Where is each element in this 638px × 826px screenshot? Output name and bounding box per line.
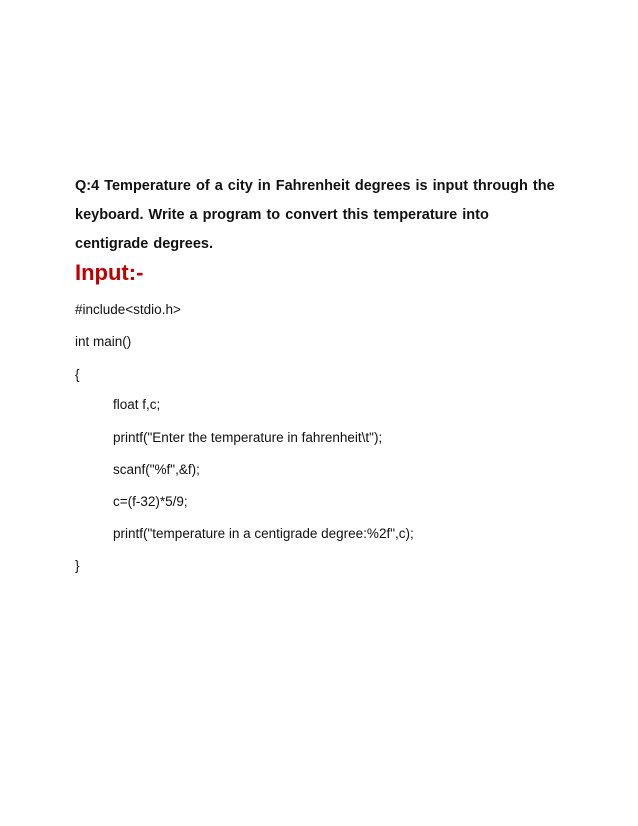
input-heading: Input:- (75, 260, 144, 285)
code-line-include: #include<stdio.h> (75, 302, 181, 317)
question-line-3: centigrade degrees. (75, 236, 213, 252)
code-line-conversion: c=(f-32)*5/9; (113, 494, 188, 509)
code-line-main: int main() (75, 334, 132, 349)
question-line-1: Q:4 Temperature of a city in Fahrenheit degrees is input through the (75, 178, 555, 194)
question-text (75, 172, 565, 259)
question-line-2: keyboard. Write a program to convert this temperature into (75, 207, 489, 223)
code-line-scanf: scanf("%f",&f); (113, 462, 200, 477)
code-line-open-brace: { (75, 367, 80, 382)
code-line-close-brace: } (75, 558, 80, 573)
code-line-declaration: float f,c; (113, 397, 161, 412)
code-line-printf-prompt: printf("Enter the temperature in fahrenheit\t"); (113, 430, 383, 445)
code-line-printf-result: printf("temperature in a centigrade degree:%2f",c); (113, 526, 414, 541)
